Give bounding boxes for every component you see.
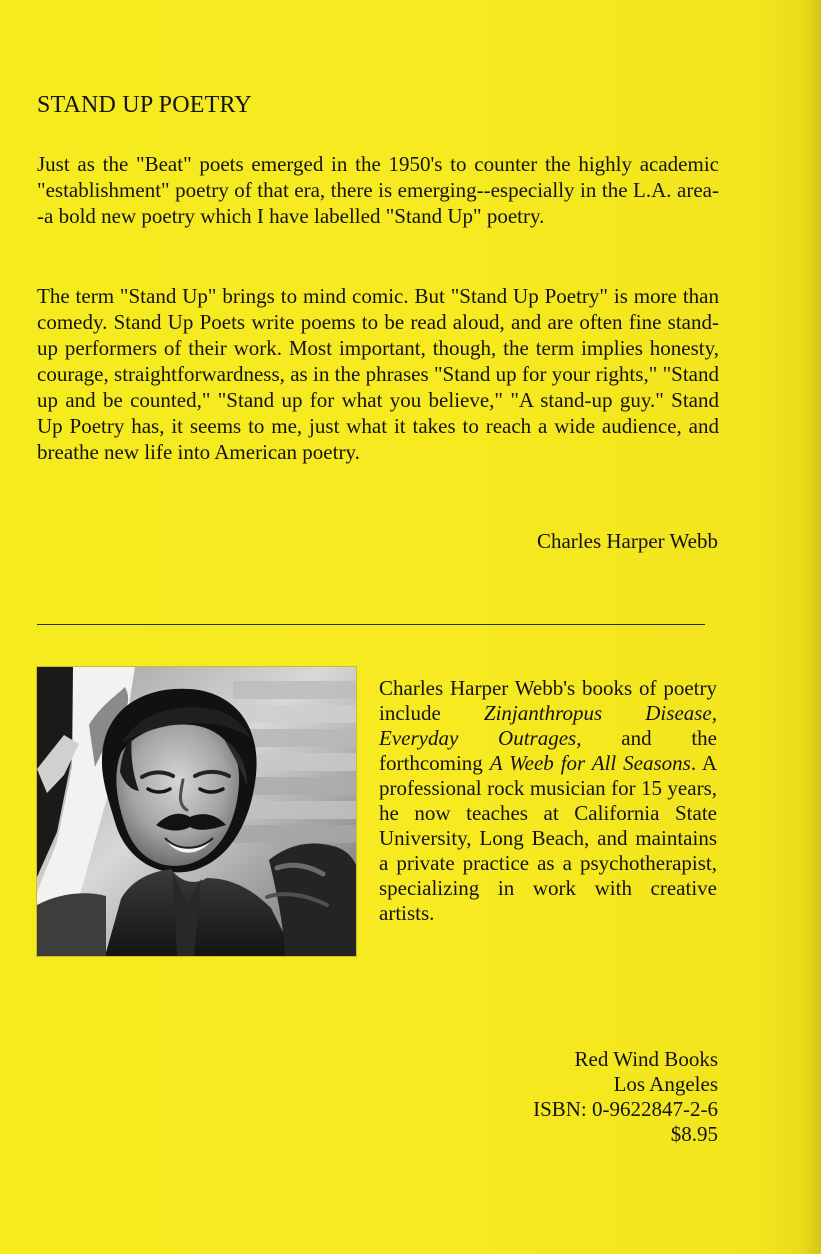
bio-middle: and the forthcoming <box>379 726 718 775</box>
publisher-name: Red Wind Books <box>574 1047 718 1071</box>
publisher-city: Los Angeles <box>613 1072 718 1096</box>
intro-paragraph: Just as the "Beat" poets emerged in the 1950's to counter the highly academic "establishment" poetry of that era, there is emerging--especially in the L.A. area--a bold new poetry which I have labelled "Stand Up" poetry. <box>37 152 719 228</box>
bio-book-list: Zinjanthropus Disease, Everyday Outrages, <box>379 701 718 750</box>
publisher-imprint <box>533 1047 718 1147</box>
definition-paragraph: The term "Stand Up" brings to mind comic. But "Stand Up Poetry" is more than comedy. Stand Up Poets write poems to be read aloud, and are often fine stand-up performers of their work. Most important, though, the term implies honesty, courage, straightforwardness, as in the phrases "Stand up for your rights," "Stand up and be counted," "Stand up for what you believe," "A stand-up guy." Stand Up Poetry has, it seems to me, just what it takes to reach a wide audience, and breathe new life into American poetry. <box>37 284 719 464</box>
price: $8.95 <box>670 1122 718 1146</box>
bio-forthcoming-book: A Weeb for All Seasons <box>489 751 691 775</box>
cover-edge-shadow <box>803 0 821 1254</box>
author-signature: Charles Harper Webb <box>536 529 718 553</box>
bio-intro: Charles Harper Webb's books of poetry include <box>379 676 717 725</box>
cover-title: STAND UP POETRY <box>37 92 252 118</box>
section-divider <box>37 624 705 625</box>
author-bio <box>379 676 717 926</box>
bio-closing: . A professional rock musician for 15 years, he now teaches at California State University, Long Beach, and maintains a private practice as a psychotherapist, specializing in work with creative artists. <box>379 751 717 925</box>
isbn: ISBN: 0-9622847-2-6 <box>533 1097 718 1121</box>
author-photo <box>37 667 356 956</box>
